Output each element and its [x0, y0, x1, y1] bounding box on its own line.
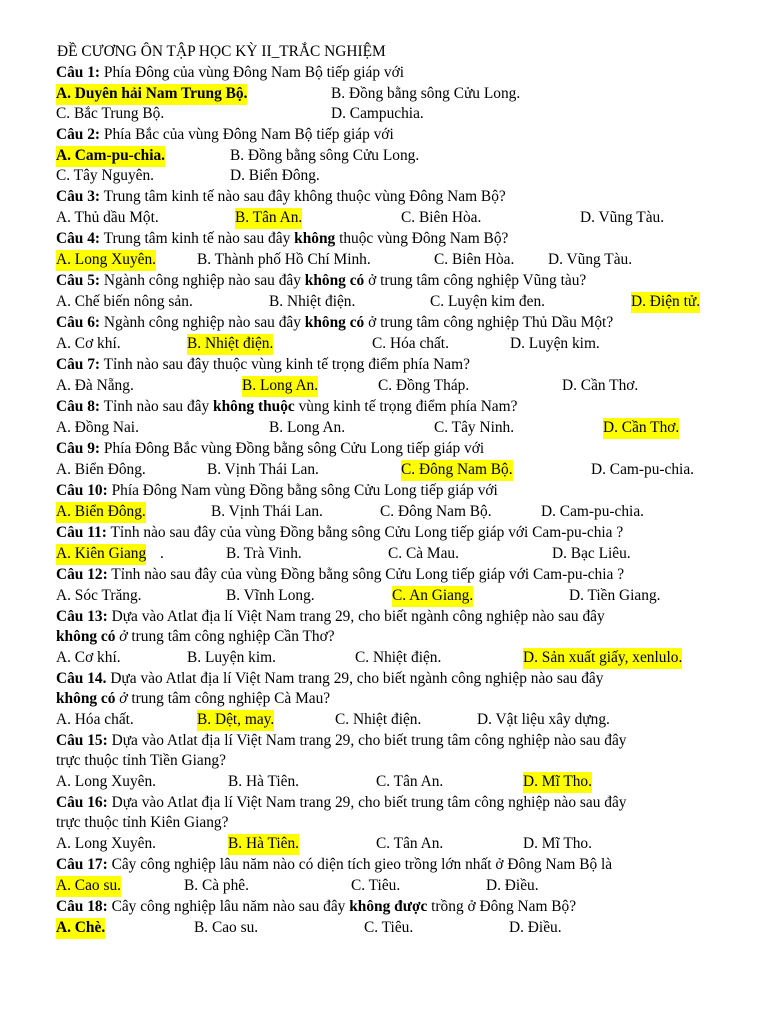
answer-option-d[interactable]: D. Sản xuất giấy, xenlulo.	[523, 648, 682, 669]
answer-option-d[interactable]: D. Vũng Tàu.	[548, 251, 633, 268]
question-text: Phía Đông của vùng Đông Nam Bộ tiếp giáp với	[100, 64, 404, 81]
question-number: Câu 8:	[56, 398, 101, 415]
question-text	[115, 690, 330, 707]
answer-option-c[interactable]: C. Tây Nguyên.	[56, 167, 155, 184]
question-number: Câu 4:	[56, 230, 101, 247]
question-text: Dựa vào Atlat địa lí Việt Nam trang 29, cho biết trung tâm công nghiệp nào sau đây	[107, 732, 627, 749]
question-stem	[56, 481, 498, 502]
answer-option-b[interactable]: B. Nhiệt điện.	[269, 293, 356, 310]
answer-option-b[interactable]: B. Dệt, may.	[197, 710, 274, 731]
answer-option-d[interactable]: D. Điều.	[509, 919, 562, 936]
answer-option-a[interactable]: A. Cơ khí.	[56, 649, 121, 666]
answer-option-c[interactable]: C. Nhiệt điện.	[355, 649, 442, 666]
question-text: trực thuộc tỉnh Tiền Giang?	[56, 752, 226, 769]
answer-option-c[interactable]: C. Cà Mau.	[388, 545, 459, 562]
question-text: không	[294, 230, 336, 247]
question-stem	[56, 523, 623, 544]
answer-option-a[interactable]: A. Long Xuyên.	[56, 835, 157, 852]
answer-option-b[interactable]: B. Thành phố Hồ Chí Minh.	[197, 251, 371, 268]
answer-option-c[interactable]: C. Nhiệt điện.	[335, 711, 422, 728]
answer-option-a[interactable]: A. Long Xuyên.	[56, 773, 157, 790]
question-number: Câu 1:	[56, 64, 101, 81]
answer-option-a[interactable]: A. Duyên hải Nam Trung Bộ.	[56, 84, 247, 105]
question-text: Phía Đông Nam vùng Đồng bằng sông Cửu Long tiếp giáp với	[107, 482, 498, 499]
question-stem	[56, 897, 576, 918]
question-text: Cây công nghiệp lâu năm nào có diện tích gieo trồng lớn nhất ở Đông Nam Bộ là	[107, 856, 613, 873]
question-number: Câu 6:	[56, 314, 101, 331]
question-stem	[56, 355, 470, 376]
answer-option-d[interactable]: D. Cam-pu-chia.	[541, 503, 644, 520]
answer-option-b[interactable]: B. Nhiệt điện.	[187, 334, 273, 355]
question-number: Câu 5:	[56, 272, 101, 289]
answer-option-c[interactable]: C. Biên Hòa.	[401, 209, 482, 226]
question-text: Dựa vào Atlat địa lí Việt Nam trang 29, cho biết trung tâm công nghiệp nào sau đây	[107, 794, 627, 811]
question-text: trung tâm công nghiệp Cần Thơ?	[127, 628, 335, 645]
question-text: thuộc vùng Đông Nam Bộ?	[335, 230, 509, 247]
question-text: Tỉnh nào sau đây của vùng Đồng bằng sông Cửu Long tiếp giáp với Cam-pu-chia ?	[107, 566, 625, 583]
question-stem	[56, 63, 404, 84]
question-stem	[56, 607, 605, 628]
question-text: trung tâm công nghiệp Cà Mau?	[127, 690, 331, 707]
question-stem-continued	[56, 627, 335, 648]
question-number: Câu 2:	[56, 126, 101, 143]
answer-option-b[interactable]: B. Vịnh Thái Lan.	[211, 503, 323, 520]
answer-option-d[interactable]: D. Điện tử.	[631, 292, 700, 313]
answer-option-d[interactable]: D. Vũng Tàu.	[580, 209, 665, 226]
question-number: Câu 3:	[56, 188, 101, 205]
answer-option-a[interactable]: A. Biển Đông.	[56, 502, 146, 523]
question-number: Câu 14.	[56, 670, 107, 687]
question-number: Câu 18:	[56, 898, 108, 915]
question-text: Cây công nghiệp lâu năm nào sau đây	[107, 898, 350, 915]
question-text: Ngành công nghiệp nào sau đây	[100, 272, 305, 289]
question-stem	[56, 439, 484, 460]
answer-option-b[interactable]: B. Cà phê.	[184, 877, 249, 894]
question-stem	[56, 669, 603, 690]
question-text: không có	[56, 628, 116, 645]
question-text: Tỉnh nào sau đây của vùng Đồng bằng sông Cửu Long tiếp giáp với Cam-pu-chia ?	[106, 524, 624, 541]
question-number: Câu 9:	[56, 440, 101, 457]
question-text-italic: ở	[115, 628, 128, 645]
answer-option-d[interactable]: D. Cam-pu-chia.	[591, 461, 694, 478]
question-text: ở trung tâm công nghiệp Vũng tàu?	[364, 272, 587, 289]
question-number: Câu 7:	[56, 356, 101, 373]
question-text: trồng ở Đông Nam Bộ?	[427, 898, 577, 915]
answer-option-b[interactable]: B. Luyện kim.	[187, 649, 276, 666]
question-text: không được	[349, 898, 428, 915]
answer-option-a[interactable]: A. Thủ dầu Một.	[56, 209, 159, 226]
answer-option-a[interactable]: A. Hóa chất.	[56, 711, 134, 728]
answer-option-a[interactable]: A. Đồng Nai.	[56, 419, 139, 436]
question-text: trực thuộc tỉnh Kiên Giang?	[56, 814, 229, 831]
answer-option-d[interactable]: D. Cần Thơ.	[562, 377, 639, 394]
answer-option-c[interactable]: C. Đồng Tháp.	[378, 377, 470, 394]
question-stem	[56, 793, 626, 814]
answer-option-a[interactable]: A. Cao su.	[56, 876, 121, 897]
question-stem	[56, 731, 626, 752]
answer-option-d[interactable]: D. Mĩ Tho.	[523, 835, 592, 852]
answer-option-b[interactable]: B. Hà Tiên.	[228, 773, 299, 790]
answer-option-a[interactable]: A. Cam-pu-chia.	[56, 146, 165, 167]
answer-option-c[interactable]: C. Đông Nam Bộ.	[380, 503, 492, 520]
answer-option-a[interactable]: A. Chè.	[56, 918, 105, 939]
question-number: Câu 16:	[56, 794, 108, 811]
answer-option-d[interactable]: D. Mĩ Tho.	[523, 772, 592, 793]
question-text	[115, 628, 334, 645]
question-stem-continued	[56, 689, 330, 710]
answer-option-c[interactable]: C. Tiêu.	[351, 877, 401, 894]
question-number: Câu 12:	[56, 566, 108, 583]
answer-option-b[interactable]: B. Trà Vinh.	[226, 545, 302, 562]
answer-option-c[interactable]: C. Tân An.	[376, 773, 444, 790]
question-text: ở trung tâm công nghiệp Thủ Dầu Một?	[364, 314, 614, 331]
question-text: Dựa vào Atlat địa lí Việt Nam trang 29, cho biết ngành công nghiệp nào sau đây	[107, 608, 605, 625]
question-stem	[56, 565, 624, 586]
question-text: Phía Bắc của vùng Đông Nam Bộ tiếp giáp với	[100, 126, 394, 143]
answer-option-a[interactable]: A. Cơ khí.	[56, 335, 121, 352]
question-text: không có	[304, 272, 365, 289]
answer-option-a[interactable]: A. Biển Đông.	[56, 461, 146, 478]
answer-option-c[interactable]: C. Tây Ninh.	[434, 419, 515, 436]
answer-option-b[interactable]: B. Vịnh Thái Lan.	[207, 461, 319, 478]
answer-option-d[interactable]: D. Vật liệu xây dựng.	[477, 711, 610, 728]
question-text: Trung tâm kinh tế nào sau đây không thuộc vùng Đông Nam Bộ?	[100, 188, 506, 205]
answer-option-a[interactable]: A. Sóc Trăng.	[56, 587, 142, 604]
answer-option-d[interactable]: D. Cần Thơ.	[603, 418, 679, 439]
question-text: không có	[304, 314, 365, 331]
answer-option-c[interactable]: C. Luyện kim đen.	[430, 293, 545, 310]
answer-option-a[interactable]: A. Đà Nẵng.	[56, 377, 134, 394]
question-stem	[56, 271, 586, 292]
answer-option-d[interactable]: D. Biển Đông.	[230, 167, 320, 184]
answer-option-b[interactable]: B. Long An.	[242, 376, 318, 397]
answer-option-b[interactable]: B. Cao su.	[194, 919, 259, 936]
question-number: Câu 13:	[56, 608, 108, 625]
question-text: Phía Đông Bắc vùng Đồng bằng sông Cửu Long tiếp giáp với	[100, 440, 485, 457]
answer-option-c[interactable]: C. Tân An.	[376, 835, 444, 852]
question-number: Câu 15:	[56, 732, 108, 749]
answer-option-d[interactable]: D. Campuchia.	[331, 105, 424, 122]
answer-option-d[interactable]: D. Bạc Liêu.	[552, 545, 631, 562]
question-stem-continued	[56, 813, 228, 834]
question-stem	[56, 855, 612, 876]
answer-option-b[interactable]: B. Long An.	[269, 419, 346, 436]
question-stem-continued	[56, 751, 226, 772]
answer-option-b[interactable]: B. Vĩnh Long.	[226, 587, 315, 604]
answer-option-b[interactable]: B. Hà Tiên.	[228, 834, 299, 855]
question-text-italic: ở	[115, 690, 128, 707]
answer-option-c[interactable]: C. Đông Nam Bộ.	[401, 460, 513, 481]
answer-option-b[interactable]: B. Đồng bằng sông Cửu Long.	[230, 147, 420, 164]
question-text: Tỉnh nào sau đây thuộc vùng kinh tế trọng điểm phía Nam?	[100, 356, 470, 373]
question-text: không thuộc	[213, 398, 295, 415]
answer-option-c[interactable]: C. Biên Hòa.	[434, 251, 515, 268]
answer-option-c[interactable]: C. Hóa chất.	[372, 335, 449, 352]
question-number: Câu 17:	[56, 856, 108, 873]
answer-option-b[interactable]: B. Đồng bằng sông Cửu Long.	[331, 85, 521, 102]
answer-option-a[interactable]: A. Long Xuyên.	[56, 250, 156, 271]
question-text: Ngành công nghiệp nào sau đây	[100, 314, 305, 331]
answer-option-d[interactable]: D. Tiền Giang.	[569, 587, 661, 604]
question-text: vùng kinh tế trọng điểm phía Nam?	[294, 398, 518, 415]
answer-option-c[interactable]: C. Bắc Trung Bộ.	[56, 105, 165, 122]
question-text: không có	[56, 690, 116, 707]
question-stem	[56, 187, 506, 208]
question-text: Dựa vào Atlat địa lí Việt Nam trang 29, cho biết ngành công nghiệp nào sau đây	[106, 670, 604, 687]
answer-option-a[interactable]: A. Chế biến nông sản.	[56, 293, 193, 310]
question-text: Tỉnh nào sau đây	[100, 398, 214, 415]
answer-suffix: .	[160, 545, 164, 562]
answer-option-c[interactable]: C. Tiêu.	[364, 919, 414, 936]
question-stem	[56, 313, 613, 334]
answer-option-d[interactable]: D. Luyện kim.	[510, 335, 600, 352]
question-text: Trung tâm kinh tế nào sau đây	[100, 230, 295, 247]
document-title: ĐỀ CƯƠNG ÔN TẬP HỌC KỲ II_TRẮC NGHIỆM	[57, 43, 386, 60]
question-stem	[56, 397, 517, 418]
question-number: Câu 11:	[56, 524, 107, 541]
question-number: Câu 10:	[56, 482, 108, 499]
answer-option-d[interactable]: D. Điều.	[486, 877, 539, 894]
question-stem	[56, 229, 508, 250]
answer-option-a[interactable]: A. Kiên Giang	[56, 544, 146, 565]
answer-option-b[interactable]: B. Tân An.	[235, 208, 302, 229]
answer-option-c[interactable]: C. An Giang.	[392, 586, 473, 607]
question-stem	[56, 125, 394, 146]
